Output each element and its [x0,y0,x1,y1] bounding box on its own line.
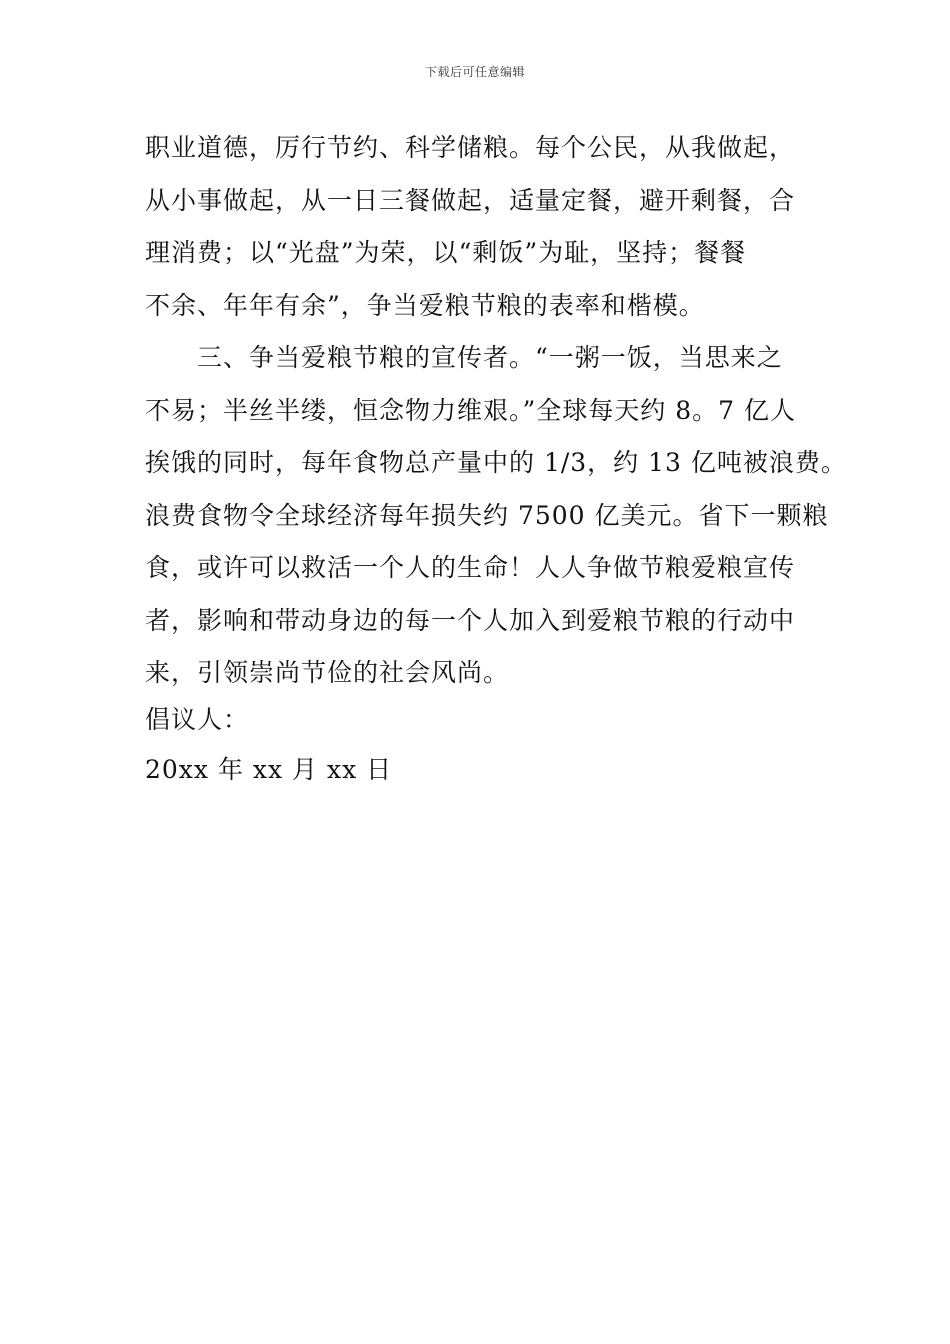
text-line: 食，或许可以救活一个人的生命！人人争做节粮爱粮宣传 [145,553,796,582]
text-line: 者，影响和带动身边的每一个人加入到爱粮节粮的行动中 [145,605,796,635]
section-three-first-line: 三、争当爱粮节粮的宣传者。“一粥一饭，当思来之 [197,343,783,372]
page-header: 下载后可任意编辑 [424,65,525,79]
proposer-label: 倡议人： [145,705,250,734]
signature-block [145,695,825,795]
text-line: 来，引领崇尚节俭的社会风尚。 [145,658,510,687]
text-line: 不余、年年有余”，争当爱粮节粮的表率和楷模。 [145,290,705,320]
text-line: 不易；半丝半缕，恒念物力维艰。”全球每天约 8。7 亿人 [145,395,796,425]
text-line: 职业道德，厉行节约、科学储粮。每个公民，从我做起， [145,133,796,162]
text-line: 挨饿的同时，每年食物总产量中的 1/3，约 13 亿吨被浪费。 [145,448,847,477]
text-line: 从小事做起，从一日三餐做起，适量定餐，避开剩餐，合 [145,185,796,215]
date-line: 20xx 年 xx 月 xx 日 [145,755,393,784]
text-line: 浪费食物令全球经济每年损失约 7500 亿美元。省下一颗粮 [145,500,829,530]
text-line: 理消费；以“光盘”为荣，以“剩饭”为耻，坚持；餐餐 [145,238,747,267]
document-body [145,122,847,700]
